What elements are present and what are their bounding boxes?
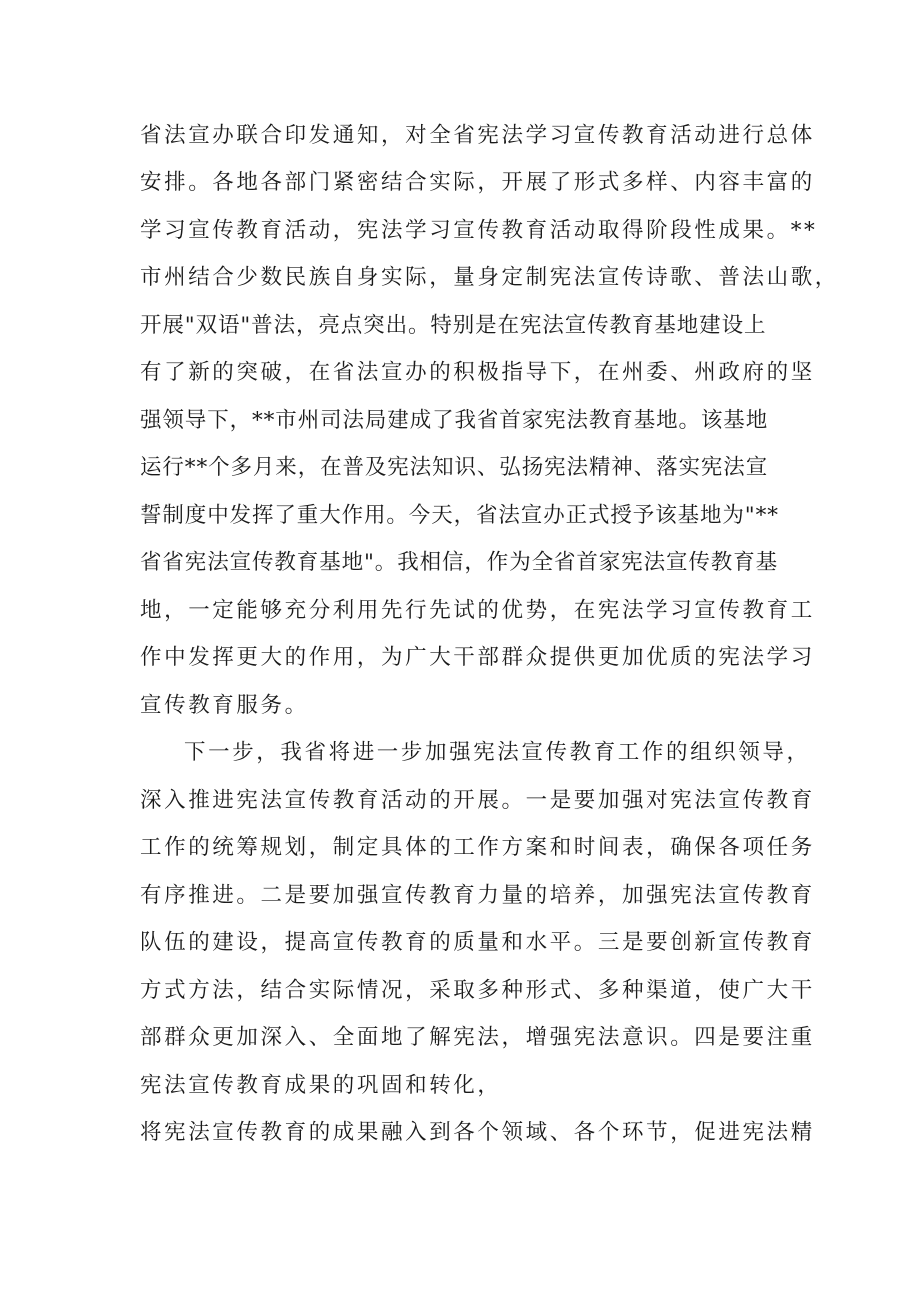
text-line: 有了新的突破，在省法宣办的积极指导下，在州委、州政府的坚 bbox=[140, 360, 815, 385]
text-line: 学习宣传教育活动，宪法学习宣传教育活动取得阶段性成果。** bbox=[140, 218, 818, 243]
text-line: 方式方法，结合实际情况，采取多种形式、多种渠道，使广大干 bbox=[140, 978, 815, 1003]
text-line: 省省宪法宣传教育基地"。我相信，作为全省首家宪法宣传教育基 bbox=[140, 550, 778, 575]
text-line: 将宪法宣传教育的成果融入到各个领域、各个环节，促进宪法精 bbox=[140, 1120, 815, 1145]
text-line: 誓制度中发挥了重大作用。今天，省法宣办正式授予该基地为"** bbox=[140, 503, 779, 528]
text-line: 队伍的建设，提高宣传教育的质量和水平。三是要创新宣传教育 bbox=[140, 930, 815, 955]
text-line: 开展"双语"普法，亮点突出。特别是在宪法宣传教育基地建设上 bbox=[140, 313, 767, 338]
text-line: 工作的统筹规划，制定具体的工作方案和时间表，确保各项任务 bbox=[140, 835, 815, 860]
text-line: 有序推进。二是要加强宣传教育力量的培养，加强宪法宣传教育 bbox=[140, 883, 815, 908]
text-line: 强领导下，**市州司法局建成了我省首家宪法教育基地。该基地 bbox=[140, 408, 769, 433]
text-line: 省法宣办联合印发通知，对全省宪法学习宣传教育活动进行总体 bbox=[140, 123, 815, 148]
text-line: 运行**个多月来，在普及宪法知识、弘扬宪法精神、落实宪法宣 bbox=[140, 455, 769, 480]
text-line: 市州结合少数民族自身实际，量身定制宪法宣传诗歌、普法山歌， bbox=[140, 265, 839, 290]
text-line: 宣传教育服务。 bbox=[140, 693, 309, 718]
text-line: 下一步，我省将进一步加强宪法宣传教育工作的组织领导， bbox=[184, 740, 811, 765]
text-line: 部群众更加深入、全面地了解宪法，增强宪法意识。四是要注重 bbox=[140, 1025, 815, 1050]
text-line: 宪法宣传教育成果的巩固和转化， bbox=[140, 1073, 502, 1098]
text-line: 作中发挥更大的作用，为广大干部群众提供更加优质的宪法学习 bbox=[140, 645, 815, 670]
text-line: 深入推进宪法宣传教育活动的开展。一是要加强对宪法宣传教育 bbox=[140, 788, 815, 813]
text-line: 安排。各地各部门紧密结合实际，开展了形式多样、内容丰富的 bbox=[140, 170, 815, 195]
text-line: 地，一定能够充分利用先行先试的优势，在宪法学习宣传教育工 bbox=[140, 598, 815, 623]
